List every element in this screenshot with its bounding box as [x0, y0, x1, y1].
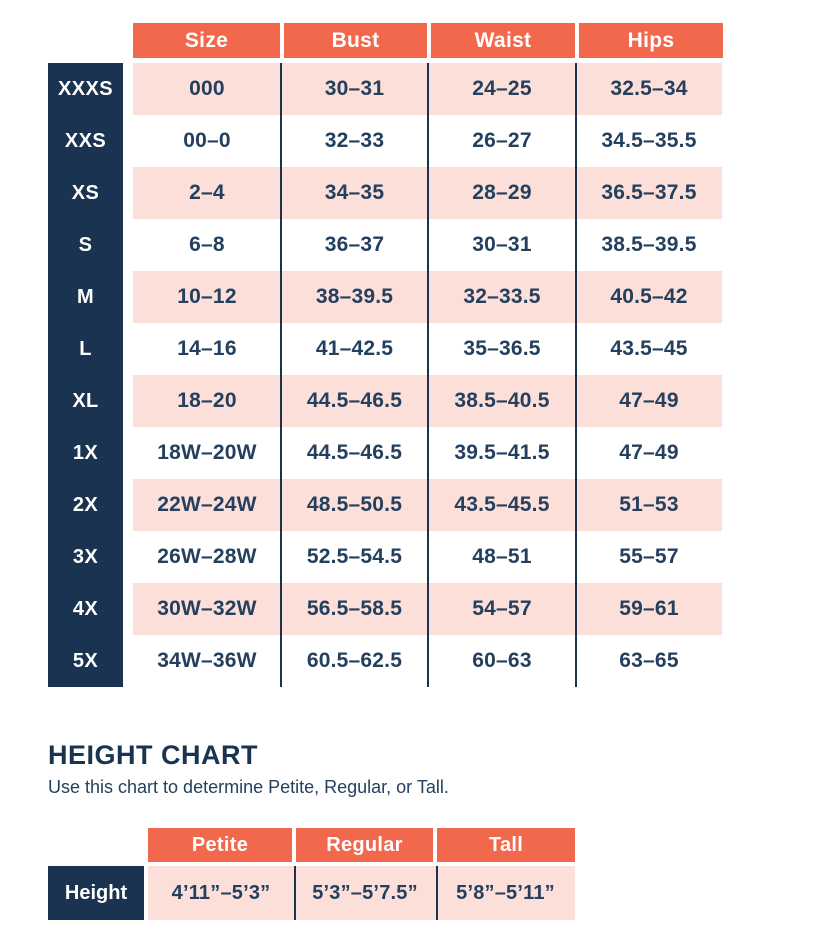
- cell-waist: 39.5–41.5: [454, 441, 550, 464]
- cell-bust: 34–35: [324, 181, 385, 204]
- cell-hips: 32.5–34: [610, 77, 688, 100]
- column-header-regular: Regular: [296, 828, 433, 862]
- cell-waist: 24–25: [472, 77, 532, 100]
- row-label: XXXS: [58, 77, 113, 100]
- cell-waist: 30–31: [472, 233, 532, 256]
- cell-waist: 35–36.5: [463, 337, 541, 360]
- row-label: 2X: [72, 493, 99, 516]
- cell-hips: 38.5–39.5: [601, 233, 697, 256]
- cell-size: 34W–36W: [157, 649, 257, 672]
- height-table-header-row: [148, 828, 575, 862]
- column-divider: [427, 63, 429, 687]
- cell-hips: 43.5–45: [610, 337, 688, 360]
- height-chart-subtitle: Use this chart to determine Petite, Regular, or Tall.: [48, 777, 449, 797]
- cell-hips: 36.5–37.5: [601, 181, 697, 204]
- cell-size: 2–4: [189, 181, 225, 204]
- column-header-tall: Tall: [437, 828, 575, 862]
- column-divider: [294, 866, 296, 920]
- height-chart-title: HEIGHT CHART: [48, 740, 258, 770]
- height-table-row: [148, 866, 575, 920]
- cell-hips: 63–65: [619, 649, 679, 672]
- height-chart-table: [48, 828, 575, 920]
- cell-bust: 44.5–46.5: [306, 441, 403, 464]
- column-header-size: Size: [133, 23, 280, 58]
- row-label: 4X: [72, 597, 99, 620]
- cell-size: 14–16: [177, 337, 237, 360]
- row-label: 5X: [72, 649, 99, 672]
- row-label: M: [76, 285, 95, 308]
- cell-waist: 43.5–45.5: [454, 493, 550, 516]
- cell-hips: 47–49: [619, 389, 679, 412]
- cell-size: 6–8: [189, 233, 225, 256]
- cell-hips: 47–49: [619, 441, 679, 464]
- cell-hips: 55–57: [619, 545, 679, 568]
- column-header-waist: Waist: [431, 23, 575, 58]
- cell-bust: 41–42.5: [315, 337, 394, 360]
- row-label: 3X: [72, 545, 99, 568]
- cell-hips: 40.5–42: [610, 285, 688, 308]
- column-divider: [436, 866, 438, 920]
- row-label: XS: [71, 181, 100, 204]
- cell-hips: 34.5–35.5: [601, 129, 697, 152]
- cell-waist: 38.5–40.5: [454, 389, 550, 412]
- column-header-hips: Hips: [579, 23, 723, 58]
- cell-size: 10–12: [177, 285, 237, 308]
- cell-waist: 48–51: [472, 545, 532, 568]
- row-label: L: [79, 337, 92, 360]
- cell-hips: 51–53: [619, 493, 679, 516]
- cell-waist: 28–29: [472, 181, 532, 204]
- size-table-body: [133, 63, 722, 687]
- cell-bust: 30–31: [324, 77, 385, 100]
- height-row-label: Height: [48, 866, 144, 920]
- cell-bust: 38–39.5: [315, 285, 394, 308]
- column-header-bust: Bust: [284, 23, 427, 58]
- cell-size: 30W–32W: [157, 597, 257, 620]
- size-table-header-row: [133, 23, 723, 58]
- cell-waist: 60–63: [472, 649, 532, 672]
- cell-waist: 32–33.5: [463, 285, 541, 308]
- cell-bust: 48.5–50.5: [306, 493, 403, 516]
- size-chart-table: [48, 23, 722, 687]
- cell-bust: 44.5–46.5: [306, 389, 403, 412]
- column-divider: [280, 63, 282, 687]
- cell-height-petite: 4’11”–5’3”: [171, 881, 271, 904]
- cell-size: 000: [189, 77, 225, 100]
- column-header-petite: Petite: [148, 828, 292, 862]
- row-label-column: [48, 63, 123, 687]
- cell-bust: 60.5–62.5: [306, 649, 403, 672]
- cell-hips: 59–61: [619, 597, 679, 620]
- row-label: XL: [72, 389, 99, 412]
- cell-size: 18W–20W: [157, 441, 257, 464]
- cell-size: 18–20: [177, 389, 237, 412]
- row-label: XXS: [64, 129, 107, 152]
- cell-bust: 56.5–58.5: [306, 597, 403, 620]
- column-divider: [575, 63, 577, 687]
- cell-size: 22W–24W: [157, 493, 257, 516]
- row-label: 1X: [72, 441, 99, 464]
- cell-bust: 32–33: [324, 129, 385, 152]
- cell-bust: 36–37: [324, 233, 385, 256]
- row-label: S: [78, 233, 93, 256]
- cell-height-regular: 5’3”–5’7.5”: [312, 881, 418, 904]
- cell-waist: 54–57: [472, 597, 532, 620]
- cell-size: 26W–28W: [157, 545, 257, 568]
- cell-bust: 52.5–54.5: [306, 545, 403, 568]
- cell-height-tall: 5’8”–5’11”: [456, 881, 555, 904]
- cell-size: 00–0: [183, 129, 231, 152]
- cell-waist: 26–27: [472, 129, 532, 152]
